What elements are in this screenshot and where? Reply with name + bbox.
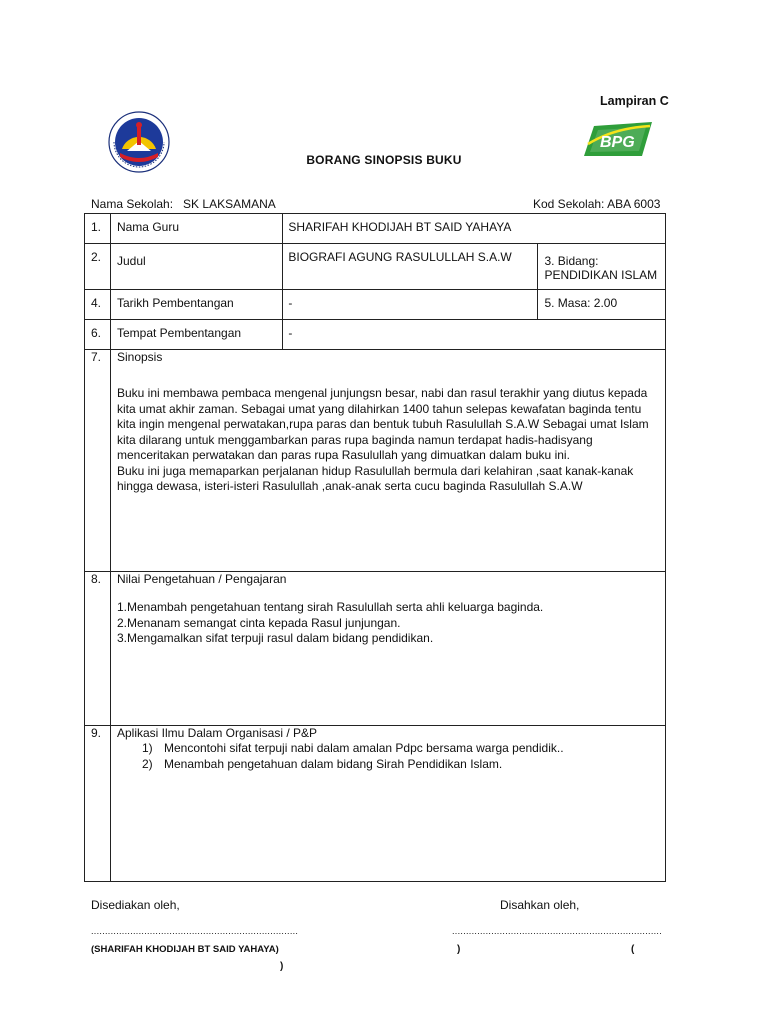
application-list: [117, 741, 665, 772]
approver-paren-close: ): [457, 944, 461, 955]
synopsis-heading: Sinopsis: [116, 350, 163, 364]
signature-line-right: ...........................................................................: [452, 926, 663, 936]
row-label: Tempat Pembentangan: [110, 320, 282, 350]
row-title: [85, 244, 666, 290]
application-cell: [110, 726, 665, 882]
school-name-value: SK LAKSAMANA: [183, 197, 276, 211]
row-number: 4.: [85, 290, 111, 320]
synopsis-form-table: [84, 213, 666, 882]
list-item: 2.Menanam semangat cinta kepada Rasul junjungan.: [116, 615, 401, 630]
book-title-value: BIOGRAFI AGUNG RASULULLAH S.A.W: [283, 244, 538, 290]
knowledge-value-cell: [110, 572, 665, 726]
row-presentation-date: [85, 290, 666, 320]
list-item-number: 1): [141, 741, 153, 755]
synopsis-paragraph-2: Buku ini juga memaparkan perjalanan hidup Rasulullah bermula dari kelahiran ,saat kanak-kanak hingga dewasa, isteri-isteri Rasulullah ,anak-anak serta cucu baginda Rasulullah S.A.W: [116, 463, 634, 493]
row-number: 8.: [85, 572, 111, 726]
row-teacher-name: [85, 214, 666, 244]
row-label: Nama Guru: [110, 214, 282, 244]
presentation-place-value: -: [283, 320, 666, 350]
row-number: 7.: [85, 350, 111, 572]
list-item-text: Menambah pengetahuan dalam bidang Sirah Pendidikan Islam.: [163, 756, 503, 771]
approver-paren-open: (: [631, 944, 635, 955]
list-item: 1.Menambah pengetahuan tentang sirah Rasulullah serta ahli keluarga baginda.: [116, 600, 544, 614]
synopsis-paragraph-1: Buku ini membawa pembaca mengenal junjungsn besar, nabi dan rasul terakhir yang diutus kepada kita umat akhir zaman. Sebagai umat yang dilahirkan 1400 tahun selepas kewafatan baginda tentu kita ingin mengenal perwatakan,rupa paras dan bentuk tubuh Rasulullah S.A.W Sebagai umat Islam kita dilarang untuk menggambarkan paras rupa baginda namun terdapat hadis-hadisyang menceritakan perwatakan dan paras rupa Rasulullah yang dimuatkan dalam buku ini.: [116, 386, 649, 462]
row-knowledge-value: [85, 572, 666, 726]
bpg-logo-text: BPG: [600, 134, 635, 151]
time-value: 5. Masa: 2.00: [538, 290, 666, 320]
approver-paren-close-2: ): [280, 961, 284, 972]
list-item: [117, 757, 665, 773]
list-item: [117, 741, 665, 757]
application-heading: Aplikasi Ilmu Dalam Organisasi / P&P: [116, 726, 318, 740]
row-label: Judul: [110, 244, 282, 290]
school-code-label: Kod Sekolah:: [533, 197, 605, 211]
prepared-by-label: Disediakan oleh,: [91, 898, 180, 912]
approved-by-label: Disahkan oleh,: [500, 898, 580, 912]
synopsis-text: [117, 386, 665, 495]
school-name-label: Nama Sekolah:: [91, 197, 174, 211]
teacher-name-value: SHARIFAH KHODIJAH BT SAID YAHAYA: [283, 214, 666, 244]
row-number: 2.: [85, 244, 111, 290]
row-application: [85, 726, 666, 882]
form-title: BORANG SINOPSIS BUKU: [306, 153, 462, 167]
school-name-line: [91, 197, 276, 211]
row-number: 1.: [85, 214, 111, 244]
row-label: Tarikh Pembentangan: [110, 290, 282, 320]
row-number: 6.: [85, 320, 111, 350]
list-item-text: Mencontohi sifat terpuji nabi dalam amalan Pdpc bersama warga pendidik..: [163, 741, 564, 755]
field-value: 3. Bidang: PENDIDIKAN ISLAM: [538, 244, 666, 290]
signature-line-left: ..........................................................................: [91, 926, 299, 936]
school-code-value: ABA 6003: [607, 197, 661, 211]
row-number: 9.: [85, 726, 111, 882]
row-presentation-place: [85, 320, 666, 350]
school-code-line: [533, 197, 660, 211]
knowledge-value-list: [117, 600, 665, 647]
lampiran-label: Lampiran C: [600, 94, 669, 108]
presentation-date-value: -: [283, 290, 538, 320]
signer-name: (SHARIFAH KHODIJAH BT SAID YAHAYA): [91, 944, 279, 955]
list-item: 3.Mengamalkan sifat terpuji rasul dalam bidang pendidikan.: [116, 631, 434, 645]
knowledge-value-heading: Nilai Pengetahuan / Pengajaran: [116, 572, 287, 586]
list-item-number: 2): [141, 756, 153, 771]
row-synopsis: [85, 350, 666, 572]
synopsis-cell: [110, 350, 665, 572]
